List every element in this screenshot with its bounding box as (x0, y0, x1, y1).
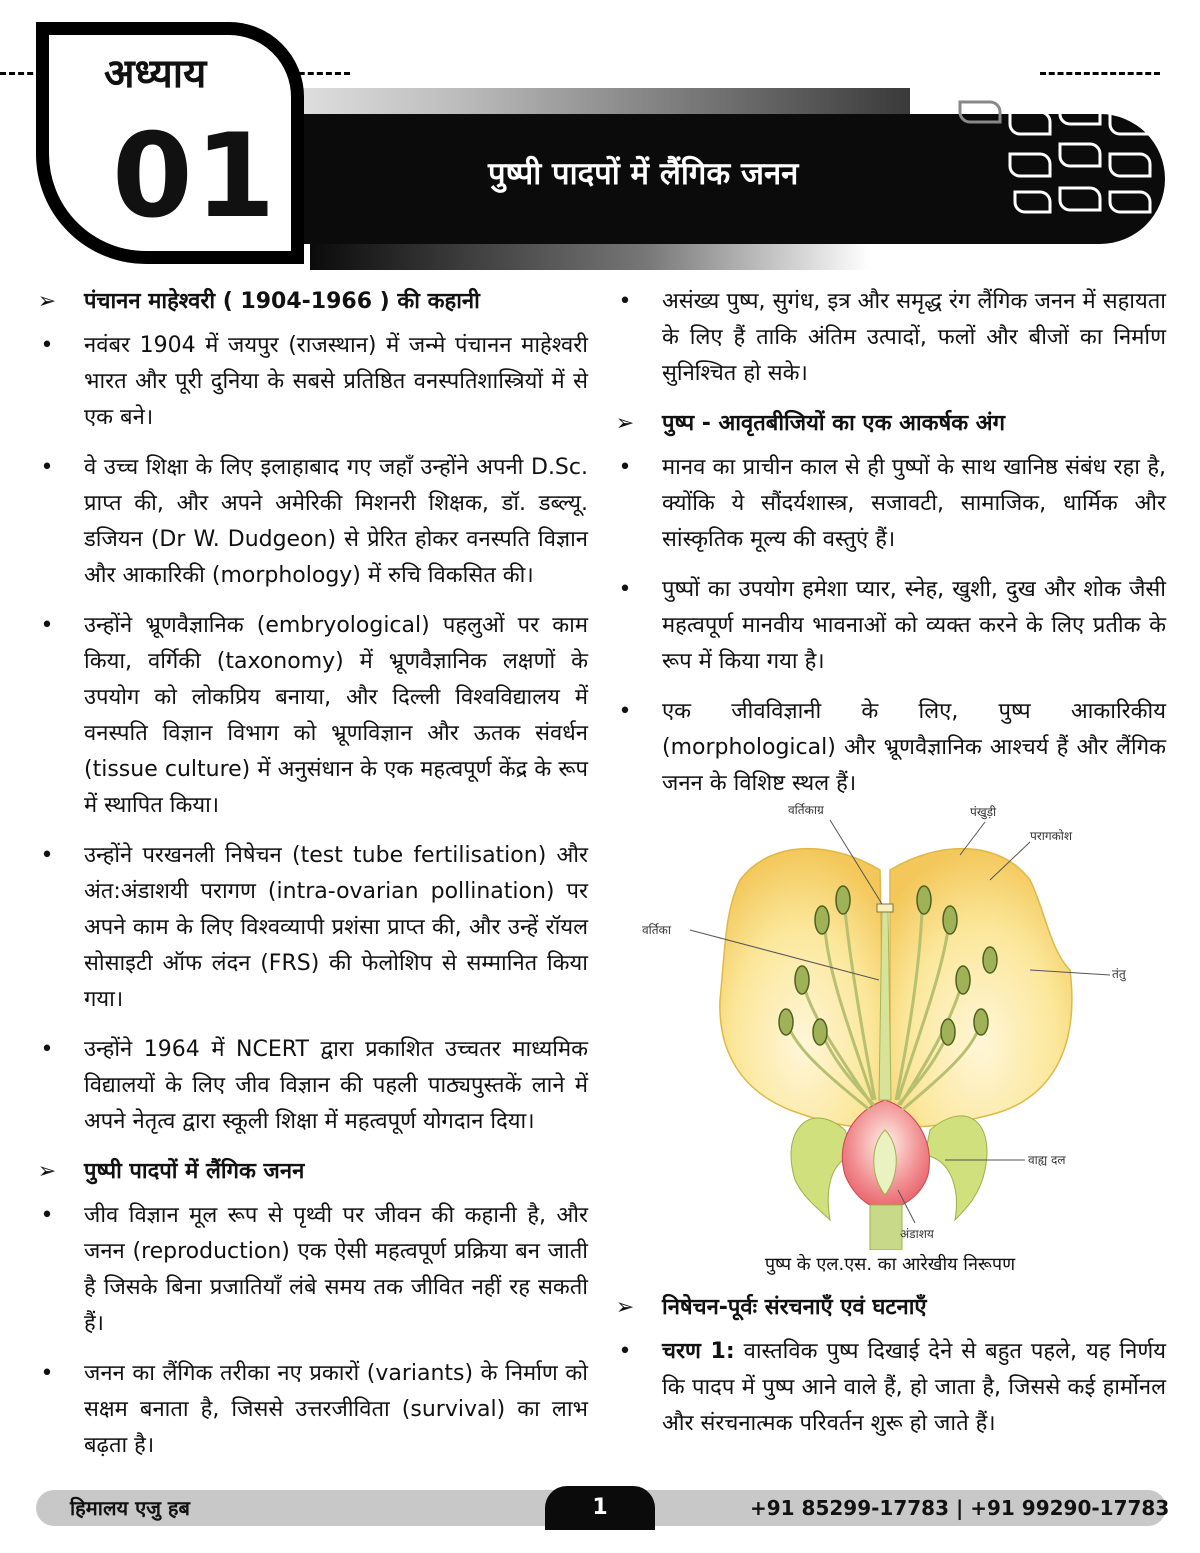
bullet-icon: • (40, 1203, 54, 1228)
heading-text: पंचानन माहेश्वरी ( 1904-1966 ) की कहानी (84, 289, 480, 314)
list-item-text: एक जीवविज्ञानी के लिए, पुष्प आकारिकीय (morphological) और भ्रूणवैज्ञानिक आश्चर्य हैं और लैंगिक जनन के विशिष्ट स्थल हैं। (662, 699, 1166, 796)
chapter-number: 01 (112, 109, 278, 244)
label-sepal: वाह्य दल (1028, 1153, 1066, 1167)
arrow-bullet-icon: ➢ (615, 1295, 635, 1320)
label-ovary: अंडाशय (900, 1227, 934, 1241)
flower-diagram (630, 800, 1170, 1250)
bullet-icon: • (40, 1361, 54, 1386)
page-number: 1 (592, 1495, 608, 1520)
list-item (610, 694, 1166, 802)
footer-publisher: हिमालय एजु हब (70, 1496, 190, 1520)
list-item (610, 284, 1166, 392)
decorative-pattern-icon (955, 92, 1165, 222)
left-column (32, 284, 588, 1478)
label-stigma: वर्तिकाग्र (788, 803, 824, 817)
stigma-shape (877, 904, 893, 912)
heading-text: निषेचन-पूर्वः संरचनाएँ एवं घटनाएँ (662, 1295, 927, 1320)
arrow-bullet-icon: ➢ (37, 1159, 57, 1184)
list-item-text: पुष्पों का उपयोग हमेशा प्यार, स्नेह, खुशी, दुख और शोक जैसी महत्वपूर्ण मानवीय भावनाओं को व्यक्त करने के लिए प्रतीक के रूप में किया गया है। (662, 577, 1166, 674)
list-item (32, 1356, 588, 1464)
heading-text: पुष्प - आवृतबीजियों का एक आकर्षक अंग (662, 411, 1006, 436)
list-item-text: उन्होंने भ्रूणवैज्ञानिक (embryological) पहलुओं पर काम किया, वर्गिकी (taxonomy) में भ्रूणवैज्ञानिक लक्षणों के उपयोग को लोकप्रिय बनाया, और दिल्ली विश्वविद्यालय में वनस्पति विज्ञान विभाग को भ्रूणविज्ञान और ऊतक संवर्धन (tissue culture) में अनुसंधान के एक महत्वपूर्ण केंद्र के रूप में स्थापित किया। (84, 613, 588, 818)
section-heading (32, 284, 588, 320)
bullet-icon: • (40, 843, 54, 868)
bullet-icon: • (618, 1339, 632, 1364)
header-bottom-fade (310, 244, 870, 270)
label-style: वर्तिका (642, 923, 671, 937)
sepal-shape (925, 1116, 987, 1220)
stalk-shape (870, 1205, 902, 1250)
list-item-text: जीव विज्ञान मूल रूप से पृथ्वी पर जीवन की कहानी है, और जनन (reproduction) एक ऐसी महत्वपूर्ण प्रक्रिया बन जाती है जिसके बिना प्रजातियाँ लंबे समय तक जीवित नहीं रह सकती हैं। (84, 1203, 588, 1336)
list-item (32, 1198, 588, 1342)
list-item-text: उन्होंने 1964 में NCERT द्वारा प्रकाशित उच्चतर माध्यमिक विद्यालयों के लिए जीव विज्ञान की पहली पाठ्यपुस्तकें लाने में अपने नेतृत्व द्वारा स्कूली शिक्षा में महत्वपूर्ण योगदान दिया। (84, 1037, 588, 1134)
right-column-bottom (610, 1290, 1166, 1456)
list-item-text: वे उच्च शिक्षा के लिए इलाहाबाद गए जहाँ उन्होंने अपनी D.Sc. प्राप्त की, और अपने अमेरिकी मिशनरी शिक्षक, डॉ. डब्ल्यू. डजियन (Dr W. Dudgeon) से प्रेरित होकर वनस्पति विज्ञान और आकारिकी (morphology) में रुचि विकसित की। (84, 455, 588, 588)
label-anther: परागकोश (1030, 829, 1073, 843)
arrow-bullet-icon: ➢ (37, 289, 57, 314)
list-item-text: वास्तविक पुष्प दिखाई देने से बहुत पहले, यह निर्णय कि पादप में पुष्प आने वाले हैं, हो जाता है, जिससे कई हार्मोनल और संरचनात्मक परिवर्तन शुरू हो जाते हैं। (662, 1339, 1166, 1436)
list-item (32, 450, 588, 594)
list-item (32, 1032, 588, 1140)
list-item-text: जनन का लैंगिक तरीका नए प्रकारों (variants) के निर्माण को सक्षम बनाता है, जिससे उत्तरजीविता (survival) का लाभ बढ़ता है। (84, 1361, 588, 1458)
header-dashed-rule-right (1040, 72, 1160, 75)
label-petal: पंखुड़ी (970, 805, 997, 819)
label-filament: तंतु (1112, 967, 1126, 981)
bullet-icon: • (618, 699, 632, 724)
bullet-icon: • (40, 455, 54, 480)
list-item (32, 328, 588, 436)
chapter-title: पुष्पी पादपों में लैंगिक जनन (488, 156, 799, 192)
section-heading (610, 1290, 1166, 1326)
petal-shape (890, 849, 1072, 1127)
list-item-text: मानव का प्राचीन काल से ही पुष्पों के साथ खानिष्ठ संबंध रहा है, क्योंकि ये सौंदर्यशास्त्र, सजावटी, सामाजिक, धार्मिक और सांस्कृतिक मूल्य की वस्तुएं हैं। (662, 455, 1166, 552)
chapter-label: अध्याय (96, 48, 214, 100)
section-heading (32, 1154, 588, 1190)
list-item (32, 838, 588, 1018)
list-item-text: उन्होंने परखनली निषेचन (test tube fertilisation) और अंत:अंडाशयी परागण (intra-ovarian pollination) पर अपने काम के लिए विश्वव्यापी प्रशंसा प्राप्त की, और उन्हें रॉयल सोसाइटी ऑफ लंदन (FRS) की फेलोशिप से सम्मानित किया गया। (84, 843, 588, 1012)
list-item-text: नवंबर 1904 में जयपुर (राजस्थान) में जन्मे पंचानन माहेश्वरी भारत और पूरी दुनिया के सबसे प्रतिष्ठित वनस्पतिशास्त्रियों में से एक बने। (84, 333, 588, 430)
list-item (610, 450, 1166, 558)
flower-ls-figure (630, 800, 1170, 1280)
bullet-icon: • (40, 333, 54, 358)
list-item (610, 572, 1166, 680)
right-column (610, 284, 1166, 816)
footer-contact: +91 85299-17783 | +91 99290-17783 (750, 1496, 1170, 1520)
heading-text: पुष्पी पादपों में लैंगिक जनन (84, 1159, 305, 1184)
step-label: चरण 1: (662, 1339, 735, 1364)
bullet-icon: • (40, 1037, 54, 1062)
arrow-bullet-icon: ➢ (615, 411, 635, 436)
list-item (610, 1334, 1166, 1442)
bullet-icon: • (618, 455, 632, 480)
list-item-text: असंख्य पुष्प, सुगंध, इत्र और समृद्ध रंग लैंगिक जनन में सहायता के लिए हैं ताकि अंतिम उत्पादों, फलों और बीजों का निर्माण सुनिश्चित हो सके। (662, 289, 1166, 386)
bullet-icon: • (618, 577, 632, 602)
bullet-icon: • (618, 289, 632, 314)
list-item (32, 608, 588, 824)
bullet-icon: • (40, 613, 54, 638)
section-heading (610, 406, 1166, 442)
figure-caption: पुष्प के एल.एस. का आरेखीय निरूपण (764, 1254, 1016, 1275)
